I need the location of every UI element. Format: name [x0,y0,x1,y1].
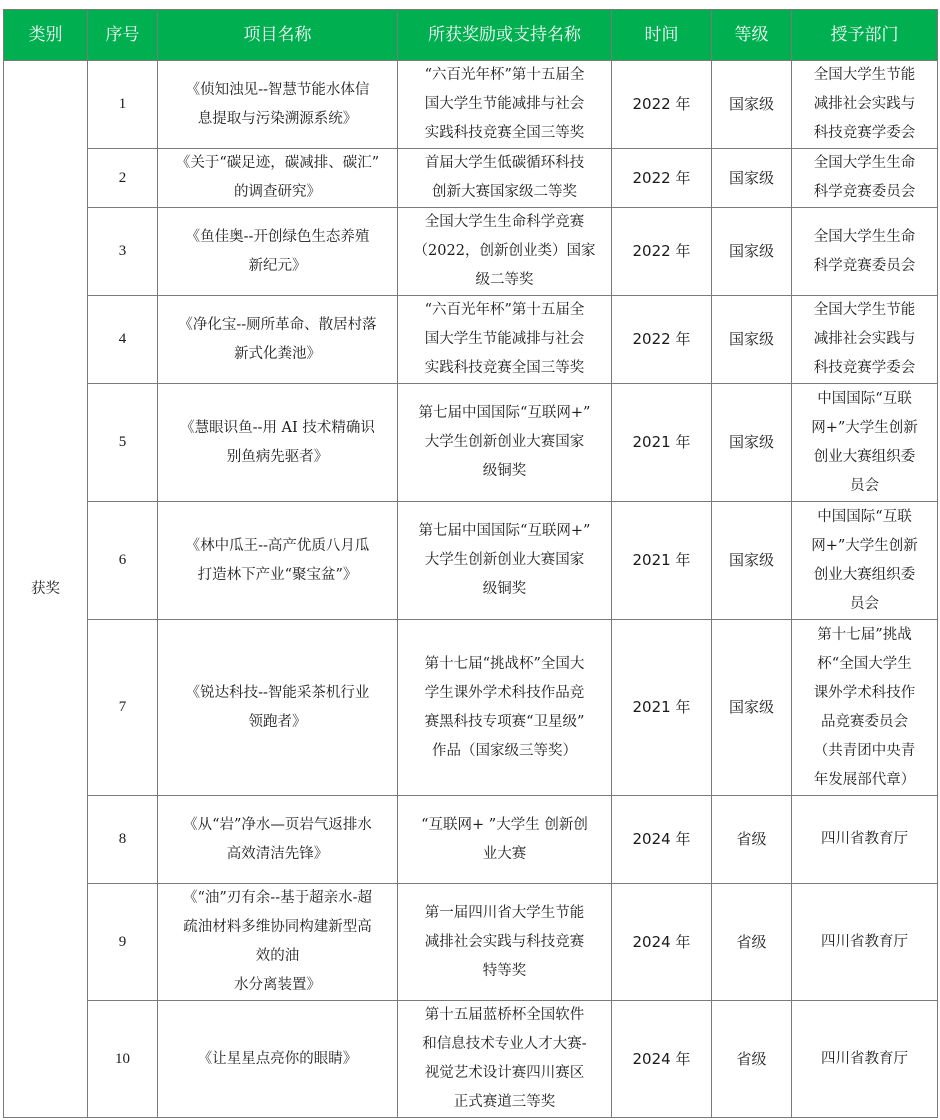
cell-index: 9 [88,884,158,1001]
cell-department: 全国大学生节能 减排社会实践与 科技竞赛学委会 [792,61,938,149]
cell-project: 《从“岩”净水—页岩气返排水 高效清洁先锋》 [158,796,398,884]
cell-level: 省级 [712,796,792,884]
table-row [4,796,938,884]
cell-category: 获奖 [4,61,88,1118]
cell-level: 国家级 [712,61,792,149]
table-row [4,149,938,208]
cell-project: 《侦知浊见--智慧节能水体信 息提取与污染溯源系统》 [158,61,398,149]
cell-index: 5 [88,384,158,502]
cell-index: 8 [88,796,158,884]
cell-project: 《“油”刃有余--基于超亲水-超 疏油材料多维协同构建新型高 效的油 水分离装置》 [158,884,398,1001]
cell-department: 四川省教育厅 [792,1001,938,1118]
cell-time: 2021 年 [612,620,712,796]
cell-time: 2021 年 [612,384,712,502]
cell-time: 2024 年 [612,884,712,1001]
cell-index: 10 [88,1001,158,1118]
cell-index: 2 [88,149,158,208]
cell-department: 全国大学生节能 减排社会实践与 科技竞赛学委会 [792,296,938,384]
header-row [4,10,938,61]
cell-level: 省级 [712,1001,792,1118]
cell-level: 国家级 [712,296,792,384]
cell-level: 国家级 [712,384,792,502]
cell-project: 《鱼佳奥--开创绿色生态养殖 新纪元》 [158,208,398,296]
table-row [4,384,938,502]
cell-project: 《让星星点亮你的眼睛》 [158,1001,398,1118]
table-row [4,296,938,384]
cell-level: 国家级 [712,149,792,208]
table-row [4,208,938,296]
cell-award: 首届大学生低碳循环科技 创新大赛国家级二等奖 [398,149,612,208]
cell-department: 四川省教育厅 [792,796,938,884]
header-category: 类别 [4,10,88,61]
table-row [4,884,938,1001]
cell-award: “六百光年杯”第十五届全 国大学生节能减排与社会 实践科技竞赛全国三等奖 [398,61,612,149]
table-row [4,1001,938,1118]
cell-department: 全国大学生生命 科学竞赛委员会 [792,149,938,208]
cell-award: 第七届中国国际“互联网+” 大学生创新创业大赛国家 级铜奖 [398,502,612,620]
cell-department: 中国国际“互联 网+”大学生创新 创业大赛组织委 员会 [792,384,938,502]
cell-level: 省级 [712,884,792,1001]
header-time: 时间 [612,10,712,61]
cell-level: 国家级 [712,620,792,796]
cell-index: 3 [88,208,158,296]
cell-time: 2021 年 [612,502,712,620]
header-level: 等级 [712,10,792,61]
cell-award: “互联网+ ”大学生 创新创 业大赛 [398,796,612,884]
header-department: 授予部门 [792,10,938,61]
cell-index: 4 [88,296,158,384]
cell-project: 《净化宝--厕所革命、散居村落 新式化粪池》 [158,296,398,384]
cell-index: 7 [88,620,158,796]
table-row [4,620,938,796]
cell-award: 第一届四川省大学生节能 减排社会实践与科技竞赛 特等奖 [398,884,612,1001]
cell-project: 《关于“碳足迹，碳减排、碳汇” 的调查研究》 [158,149,398,208]
cell-time: 2022 年 [612,208,712,296]
header-award: 所获奖励或支持名称 [398,10,612,61]
cell-award: 第十五届蓝桥杯全国软件 和信息技术专业人才大赛- 视觉艺术设计赛四川赛区 正式赛道三等奖 [398,1001,612,1118]
cell-project: 《林中瓜王--高产优质八月瓜 打造林下产业“聚宝盆”》 [158,502,398,620]
awards-table [3,9,938,1118]
cell-time: 2022 年 [612,61,712,149]
cell-time: 2024 年 [612,796,712,884]
cell-department: 中国国际“互联 网+”大学生创新 创业大赛组织委 员会 [792,502,938,620]
cell-level: 国家级 [712,208,792,296]
cell-award: “六百光年杯”第十五届全 国大学生节能减排与社会 实践科技竞赛全国三等奖 [398,296,612,384]
cell-project: 《锐达科技--智能采茶机行业 领跑者》 [158,620,398,796]
table-row [4,502,938,620]
cell-level: 国家级 [712,502,792,620]
cell-project: 《慧眼识鱼--用 AI 技术精确识 别鱼病先驱者》 [158,384,398,502]
header-project: 项目名称 [158,10,398,61]
cell-department: 四川省教育厅 [792,884,938,1001]
cell-department: 全国大学生生命 科学竞赛委员会 [792,208,938,296]
cell-department: 第十七届”挑战 杯“全国大学生 课外学术科技作 品竞赛委员会 （共青团中央青 年发展部代章） [792,620,938,796]
cell-time: 2022 年 [612,296,712,384]
cell-award: 第七届中国国际“互联网+” 大学生创新创业大赛国家 级铜奖 [398,384,612,502]
cell-index: 1 [88,61,158,149]
cell-time: 2022 年 [612,149,712,208]
cell-time: 2024 年 [612,1001,712,1118]
cell-index: 6 [88,502,158,620]
header-index: 序号 [88,10,158,61]
cell-award: 第十七届“挑战杯”全国大 学生课外学术科技作品竞 赛黑科技专项赛“卫星级” 作品（国家级三等奖） [398,620,612,796]
table-row [4,61,938,149]
cell-award: 全国大学生生命科学竞赛 （2022，创新创业类）国家 级二等奖 [398,208,612,296]
